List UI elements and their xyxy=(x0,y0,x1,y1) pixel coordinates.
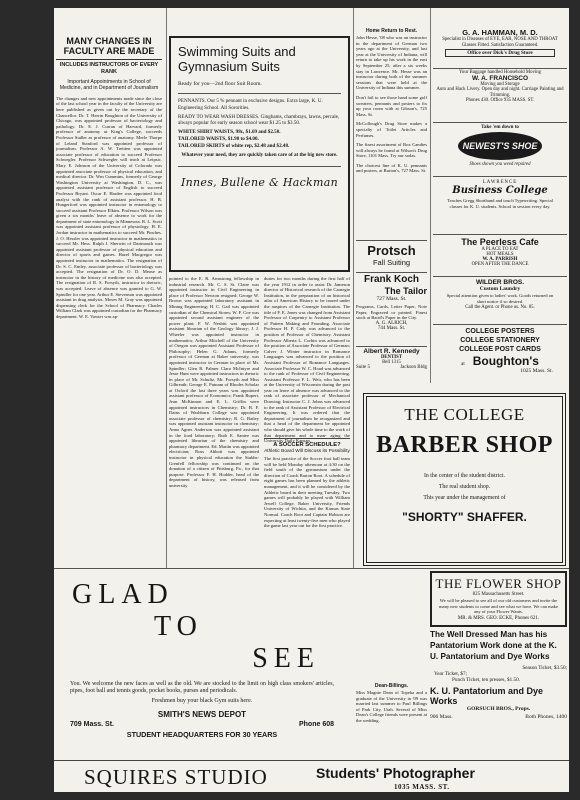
boughton-line: COLLEGE POSTERS xyxy=(465,328,535,335)
kennedy-title: DENTIST xyxy=(380,355,403,360)
pantatorium-name: K. U. Pantatorium and Dye Works xyxy=(430,686,544,706)
barber-manager: "SHORTY" SHAFFER. xyxy=(402,510,527,524)
ad-title-line1: Swimming Suits and xyxy=(178,44,296,59)
kennedy-name: Albert R. Kennedy xyxy=(363,348,420,355)
koch-sub: The Tailor xyxy=(384,286,427,296)
faculty-article-end: duties for two months during the first half of the year 1912 in order to assist Dr. Jameson director of Historical research of the Carnegie Institution, in the preparation of an historical atlas of American History to be issued under the auspices of the Carnegie Institution. The title of F. E. Jones was changed from Assistant Professor of Carpentry to Assistant Professor of Pattern Making and Founding. Associate Professor H. P. Cady was advanced to the position of Professor of Chemistry. Assistant Professor Alberta L. Corbin was advanced to the position of Associate Professor of German; Calver J. Winter instructor in Romance Languages was advanced to the position of Assistant Professor of Romance Languages. Associate Professor W. C. Hoad was advanced to the rank of Professor of Civil Engineering. Assistant Professor F. L. Weir, who has been at the University of Wisconsin during the past year on leave of absence was advanced to the rank of associate professor of Mechanical Drawing; Instructor C. J. Johns was advanced to the rank of Assistant Professor of Electrical Engineering. It was ordered that the department of journalism be reorganized and that a head of the department be appointed who should give his whole time to the work of that department and to man- aging the University Daily Kansan. xyxy=(264,276,350,444)
kennedy-location xyxy=(356,365,427,370)
barber-line2: The real student shop. xyxy=(438,484,491,490)
see-word: SEE xyxy=(252,643,320,674)
shoe-top: Take 'em down to xyxy=(481,125,519,130)
francisco-line: Moving and Storage xyxy=(480,82,520,87)
glad-word: GLAD xyxy=(72,579,174,610)
brief-heading: Home Return to Rest. xyxy=(365,28,418,34)
glad-body: You. We welcome the new faces as well as the old. We are stocked to the limit on high class smokers' articles, pipes, foot ball and tennis goods, pocket books, purses and periodicals. xyxy=(70,681,334,694)
brief-note: The choicest line of K. U. pennants and posters, at Burton's, 727 Mass. St. xyxy=(356,162,427,174)
ad-divider xyxy=(178,93,341,94)
ad-line: WHITE SHIRT WAISTS, 98c, $1.69 and $2.50. xyxy=(178,129,281,136)
column-rule xyxy=(166,8,167,568)
wilder-sub: Custom Laundry xyxy=(479,286,521,292)
francisco-line: Auto and Hack Livery. Open day and night. Carriage Painting and Trimming. xyxy=(436,87,564,98)
faculty-article xyxy=(56,8,162,568)
ad-ready-line: Ready for you—2nd floor Suit Room. xyxy=(178,81,262,87)
news-depot-address: 709 Mass. St. xyxy=(70,721,114,728)
ad-title-line2: Gymnasium Suits xyxy=(178,59,280,74)
flower-body: We will be pleased to see all of our old customers and invite the many new students to come and see what we have. We can make any of your Flower Wants. xyxy=(438,598,559,615)
peerless-line: W. A. PARRISH xyxy=(482,257,518,262)
brief-note: McCollough's Drug Store makes a specialty of Toilet Articles and Perfumes. xyxy=(356,121,427,138)
barber-line3: This year under the management of xyxy=(423,495,506,501)
brief-note: Don't fail to see those hand some golf sweaters, pennants and posters to fix up your room with at Gibson's, 725 Mass. St. xyxy=(356,94,427,117)
hamman-name: G. A. HAMMAN, M. D. xyxy=(462,28,538,37)
protsch-name: Protsch xyxy=(367,243,416,258)
wilder-body: Special attention given to ladies' work. Goods returned on short notice if so desired. xyxy=(446,293,554,304)
koch-address: 727 Mass. St. xyxy=(376,296,407,302)
peerless-cafe-ad xyxy=(433,234,567,275)
hamman-office: Office over Dick's Drug Store xyxy=(445,49,555,57)
article-deck: Important Appointments in School of Medicine, and in Department of Journalism xyxy=(59,79,159,92)
wilder-name: WILDER BROS. xyxy=(475,279,525,286)
frank-koch-ad xyxy=(356,272,427,343)
ad-line: TAILORED SKIRTS of white rep, $2.48 and $2.48. xyxy=(178,142,290,149)
peerless-line: OPEN AFTER THE DANCE xyxy=(471,262,529,267)
soccer-deck: Athletic Board Will Discuss its Possibility xyxy=(264,449,350,454)
francisco-name: W. A. FRANCISCO xyxy=(471,75,529,82)
peerless-line: HOT MEALS xyxy=(486,252,514,257)
boughton-at: at xyxy=(461,362,465,367)
pantatorium-contact xyxy=(430,714,567,720)
wilder-phone: Call the Agent. or Phone us. No. 85. xyxy=(465,305,535,311)
news-depot-phone: Phone 608 xyxy=(298,721,334,728)
news-depot-row xyxy=(70,721,334,728)
squires-name: SQUIRES STUDIO xyxy=(84,765,268,789)
news-briefs xyxy=(356,28,427,183)
boughton-address: 1025 Mass. St. xyxy=(520,368,553,374)
pantatorium-address: 906 Mass. xyxy=(430,714,453,720)
flower-names: MR. & MRS. GEO. ECKE, Phones 621. xyxy=(457,615,540,621)
squires-tagline: Students' Photographer xyxy=(316,765,475,781)
hamman-ad xyxy=(433,28,567,66)
boughton-name-row xyxy=(433,354,567,368)
kennedy-suite: Suite 5 xyxy=(356,365,371,370)
news-depot-name: SMITH'S NEWS DEPOT xyxy=(157,710,247,719)
section-rule xyxy=(54,568,569,569)
flower-title: THE FLOWER SHOP xyxy=(435,576,562,591)
ticket-year: Year Ticket, $7; xyxy=(434,671,468,677)
dean-heading: Dean-Billings. xyxy=(374,683,409,689)
college-body: Teaches Gregg Shorthand and touch Typewriting. Special classes for K. U. students. School in session every day. xyxy=(447,198,553,209)
kennedy-building: Jackson Bldg xyxy=(400,365,427,370)
barber-title: BARBER SHOP xyxy=(376,432,553,458)
hamman-line: Specialist in Diseases of EYE, EAR, NOSE AND THROAT xyxy=(442,37,558,42)
brief-note: The finest assortment of Box Candies will always be found at Wilson's Drug Store, 1101 Mass. Try our sodas. xyxy=(356,142,427,159)
printer-name: A. G. ALRICH, xyxy=(375,320,408,326)
to-word: TO xyxy=(154,611,203,642)
ad-lines xyxy=(178,98,341,158)
barber-shop-ad xyxy=(363,393,566,566)
ticket-season: Season Ticket, $3.50; xyxy=(522,665,567,671)
wilder-bros-ad xyxy=(433,276,567,323)
printer-address: 744 Mass. St. xyxy=(377,325,406,331)
article-subhead: INCLUDES INSTRUCTORS OF EVERY RANK xyxy=(56,59,162,76)
faculty-article-continued: pointed to the E. R. Armstrong fellowship in industrial research. Mr. C. S. St. Claire was appointed instructor in Civil Engineering in place of Professor Newton resigned; George W. Brown was appointed laboratory assistant in Mining Engineering; H. C. Gail was appointed custodian of the Chemical Stores; W. F. Coe was appointed second assistant engineer of the power plant; F. W. Nesbitt was appointed assistant librarian of the Geology library; J. J. Wheeler was appointed instructor in mathematics; Arthur Mitchell of the University of Oregon was appointed Assistant Professor of Philosophy; Helen G. Adams, formerly professor of German at Baker university, was appointed instructor in German in place of Mr. Spindler; Glen R. Palmer Clara McIntyre and Jesse Hunt were appointed instructors in rhetoric in place of Mr. Schultz, Mr. Forsyth and Miss Gilbreath; George E. Putnam of Rhodes Scholar at Oxford the last three years was appointed assistant professor of Economics; Frank Rupert, Jean McKinnon and E. L. Griffin were appointed instructors in Chemistry; Dr. B. F. Dains of Washburn College was appointed associate professor of chemistry; R. G. Bailey was appointed assistant instructor in chemistry; Anna Agnes Anderson was appointed assistant in the food laboratory; Ruth E. Santee was appointed librarian of the chemistry and pharmacy department. Ed. Martin was appointed electrician; Ross Abbott was appointed instructor in physical education the Stubbs-Grenfell fellowship was continued on the donation of a citizen of Pittsburg, Pa., for that purpose. Professor F. H. Hodder, head of the department of history, was released from university xyxy=(169,276,259,488)
boughton-line: COLLEGE POST CARDS xyxy=(459,346,541,353)
ticket-punch: Punch Ticket, ten presses, $1.50. xyxy=(452,677,521,683)
boughton-name: Boughton's xyxy=(472,354,539,368)
peerless-name: The Peerless Cafe xyxy=(461,237,539,247)
middle-column-b xyxy=(264,276,350,568)
peerless-line: A PLACE TO EAT xyxy=(481,247,519,252)
column-rule xyxy=(353,8,354,568)
squires-studio-ad xyxy=(54,760,569,793)
protsch-ad xyxy=(356,240,427,271)
ad-line: READY TO WEAR WASH DRESSES. Ginghams, chambrays, lawns, percale, always popular for early season school wear $1.25 to $3.50. xyxy=(178,113,340,127)
shoe-badge: NEWEST'S SHOE xyxy=(458,132,542,160)
kennedy-ad xyxy=(356,346,427,377)
boughton-line: COLLEGE STATIONERY xyxy=(460,337,540,344)
flower-address: 825 Massachusetts Street. xyxy=(472,592,525,597)
koch-name: Frank Koch xyxy=(363,274,419,285)
soccer-body: The first practice of the Soccer foot ball team will be held Monday afternoon at 4:30 on the field south of the gymnasium under the direction of Coach Barton Root. A schedule of eight games has been planned by the athletic management, and it will be considered by the Athletic board in their meeting Tuesday. Two games will probably be played with William Jewell College, Baker University, Friends University of Wichita, and the Kansas State Normal. Coach Root and Captain Hobson are expecting at least twenty-five men who played the game last year out for the first practice. xyxy=(264,456,350,529)
glad-freshmen: Freshmen buy your black Gym suits here. xyxy=(151,698,253,704)
newspaper-page xyxy=(54,8,569,792)
column-rule xyxy=(430,8,431,383)
ad-line: Whatever your need, they are quickly taken care of at the big new store. xyxy=(181,151,338,158)
shoe-bottom: Shoes shown you weed repaired xyxy=(469,162,531,167)
flower-shop-ad xyxy=(430,571,567,627)
college-title: Business College xyxy=(452,185,548,196)
college-top: LAWRENCE xyxy=(482,180,518,185)
pantatorium-headline: The Well Dressed Man has his Pantatorium Work done at the K. U. Pantatorium and Dye Works xyxy=(430,630,557,661)
barber-the: THE COLLEGE xyxy=(404,405,525,424)
newest-shoe-ad xyxy=(433,122,567,175)
news-depot-hq: STUDENT HEADQUARTERS FOR 30 YEARS xyxy=(126,730,278,739)
squires-address: 1035 MASS. ST. xyxy=(394,783,450,791)
article-body: The changes and new appointments made since the close of the last school year in the faculty of the University are here published as given out by the secretary of the Chancellor. Dr. T. Herrin Boughton of the University of Chicago, was appointed professor of bacteriology and pathology. Dr. E. J. Curran of Harvard, formerly professor of anatomy at King's College, succeeds Professor Sudler as professor of anatomy. Merle Thorpe of Leland Stanford was appointed professor of journalism. Professor A. W. Trettien was appointed associate professor of education to succeed Professor Schwegler. Professor Schwegler will teach at Leipsic. Mary E. Johnson of the University of Colorado was appointed associate professor of physical education, and medical director. Dr. Wm Cummins, formerly of George Washington University at Washington, D. C., was appointed assistant professor of English to succeed Professor Bryant. Oscar E. Hardee was appointed food analyst with the rank of assistant professor. H. B. Hungerford was appointed instructor in entomology to succeed assistant Professor Elkins. Professor Wilson was given a six months' leave of absence to work for the department of state entomology in Minnesota. R. L. Scott was appointed assistant professor of physiology. H. E. Jordan instructor in mathematics to succeed Mr. Pinches. J. O. Hessler was appointed instructor in mathematics to succeed Mr. Hess. Ralph J. Sherwin of Dartmouth was appointed assistant professor of physical education and director of sports and games. Hazel Macgregor was appointed instructor in mathematics. The resignation of Dr. S. C. Emley, associate professor of bacteriology was accepted. The resignation of Dr. O. D. Mease as instructor in the history of medicine was also accepted. The resignation of R. S. Forsyth, instructor in rhetoric, was accepted. Leave of absence was granted to G. W. Spindler for one year. Arthur E. Stevenson was appointed assistant in drug analysis. Moses M. Gray was appointed dispensing clerk for the School of Pharmacy. Charles William Clark was appointed custodian for the Pharmacy department. W. E. Vawter was ap- xyxy=(56,95,162,319)
kennedy-phone: Bell 1315 xyxy=(382,360,401,365)
pantatorium-owners: GORSUCH BROS., Props. xyxy=(466,706,531,712)
barber-line1: In the center of the student district. xyxy=(424,473,505,479)
boughton-ad xyxy=(433,324,567,379)
business-college-ad xyxy=(433,176,567,233)
francisco-ad xyxy=(433,68,567,121)
dean-body: Miss Magnie Dean of Topeka and a graduate of the University in '09 was married last summer to Paul Billings of Park City, Utah. Several of Miss Dean's College friends were present at the wedding. xyxy=(356,690,427,723)
pantatorium-phone: Both Phones, 1400 xyxy=(525,714,567,720)
ad-line: PENNANTS. Our 5 % pennant in exclusive designs. Extra large, K. U. Engineering School. All Sororities. xyxy=(178,98,323,111)
store-signature: Innes, Bullene & Hackman xyxy=(180,176,338,190)
glad-to-see-ad xyxy=(56,571,348,759)
protsch-line: Fall Suiting xyxy=(372,258,411,267)
article-headline: MANY CHANGES IN FACULTY ARE MADE xyxy=(63,36,155,56)
soccer-headline: A SOCCER SCHEDULE? xyxy=(264,438,350,448)
swimming-suits-ad xyxy=(169,36,350,272)
francisco-intro: Your Baggage handled Household Moving xyxy=(458,70,542,75)
pantatorium-ad xyxy=(356,629,567,759)
hamman-line: Glasses Fitted. Satisfaction Guaranteed. xyxy=(461,42,539,48)
printing-ad: Programs, Cards, Letter Paper, Note Paper, Engraved or printed. Finest stock at Baird's Paper in the City. xyxy=(356,304,427,321)
francisco-line: Phones 430. Office 935 MASS. ST. xyxy=(465,98,535,104)
brief-body: John Hesse, '08 who was an instructor in the department of German two years ago at the University, and last year at the University of Indiana, will return to take up his work in the east by September 25, after a six weeks stay in Lawrence. Mr. Hesse was an instructor during both of the summer sessions that were held at the University of Indiana this summer. xyxy=(356,35,427,91)
ad-line: TAILORED WAISTS, $1.98 to $4.00. xyxy=(178,135,259,142)
